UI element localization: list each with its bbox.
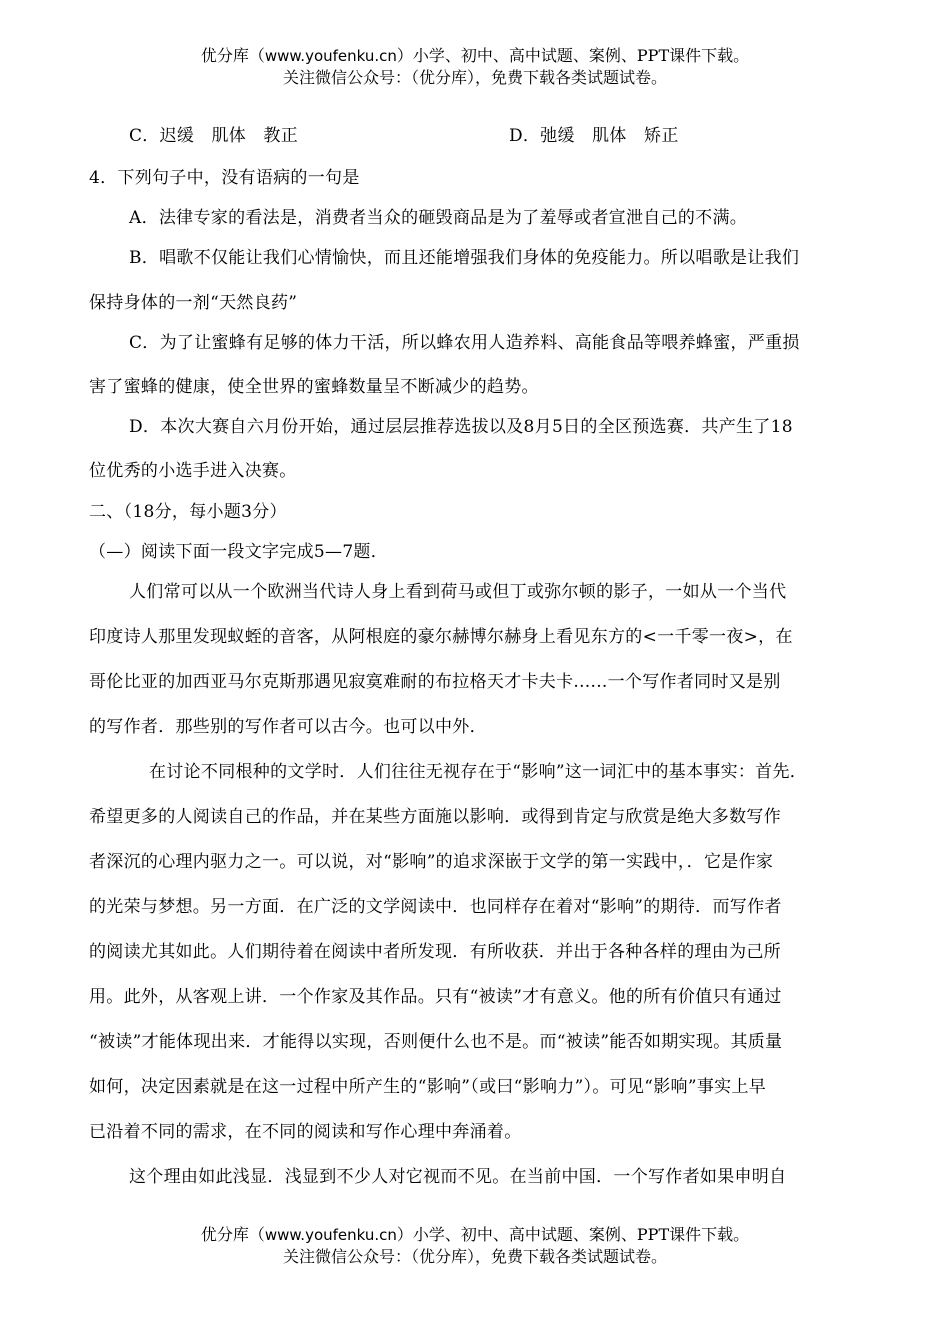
page-header (0, 45, 950, 88)
q4-option-c-line-2: 害了蜜蜂的健康，使全世界的蜜蜂数量呈不断减少的趋势。 (89, 377, 539, 397)
section-2-subtitle: （—）阅读下面一段文字完成5—7题． (89, 542, 389, 562)
section-2-title: 二、（18分，每小题3分） (89, 502, 287, 522)
footer-line-1: 优分库（www.youfenku.cn）小学、初中、高中试题、案例、PPT课件下载。 (200, 1225, 750, 1244)
q4-option-a: A．法律专家的看法是，消费者当众的砸毁商品是为了羞辱或者宣泄自己的不满。 (129, 208, 748, 228)
q4-option-b-line-2: 保持身体的一剂“天然良药” (89, 293, 298, 313)
passage-p2-line-8: 如何，决定因素就是在这一过程中所产生的“影响”（或曰“影响力”）。可见“影响”事实上早 (89, 1077, 767, 1097)
q4-stem: 4．下列句子中，没有语病的一句是 (89, 168, 360, 188)
q4-option-d-line-1: D．本次大赛自六月份开始，通过层层推荐选拔以及8月5日的全区预选赛．共产生了18 (129, 417, 793, 437)
passage-p2-line-6: 用。此外，从客观上讲．一个作家及其作品。只有“被读”才有意义。他的所有价值只有通过 (89, 987, 782, 1007)
page-footer (0, 1224, 950, 1267)
passage-p2-line-9: 已沿着不同的需求，在不同的阅读和写作心理中奔涌着。 (89, 1122, 522, 1142)
passage-p2-line-4: 的光荣与梦想。另一方面．在广泛的文学阅读中．也同样存在着对“影响”的期待．而写作者 (89, 897, 782, 917)
passage-p2-line-7: “被读”才能体现出来．才能得以实现，否则便什么也不是。而“被读”能否如期实现。其质量 (89, 1032, 783, 1052)
q4-option-c-line-1: C．为了让蜜蜂有足够的体力干活，所以蜂农用人造养料、高能食品等喂养蜂蜜，严重损 (129, 333, 800, 353)
footer-line-2: 关注微信公众号：（优分库），免费下载各类试题试卷。 (282, 1247, 667, 1266)
q3-option-d: D．弛缓 肌体 矫正 (509, 126, 679, 146)
passage-p1-line-4: 的写作者．那些别的写作者可以古今。也可以中外． (89, 717, 487, 737)
passage-p3-line-1: 这个理由如此浅显．浅显到不少人对它视而不见。在当前中国．一个写作者如果申明自 (129, 1167, 787, 1187)
header-line-1: 优分库（www.youfenku.cn）小学、初中、高中试题、案例、PPT课件下载。 (200, 46, 750, 65)
passage-p2-line-2: 希望更多的人阅读自己的作品，并在某些方面施以影响．或得到肯定与欣赏是绝大多数写作 (89, 807, 781, 827)
passage-p2-line-5: 的阅读尤其如此。人们期待着在阅读中者所发现．有所收获．并出于各种各样的理由为己所 (89, 942, 781, 962)
q3-option-c: C．迟缓 肌体 教正 (129, 126, 299, 146)
passage-p1-line-3: 哥伦比亚的加西亚马尔克斯那遇见寂寞难耐的布拉格天才卡夫卡......一个写作者同时又是别 (89, 672, 781, 692)
passage-p1-line-2: 印度诗人那里发现蚁蛭的音客，从阿根庭的豪尔赫博尔赫身上看见东方的<一千零一夜>，在 (89, 627, 793, 647)
q4-option-d-line-2: 位优秀的小选手进入决赛。 (89, 461, 297, 481)
header-line-2: 关注微信公众号：（优分库），免费下载各类试题试卷。 (282, 68, 667, 87)
passage-p2-line-1: 在讨论不同根种的文学时．人们往往无视存在于“影响”这一词汇中的基本事实：首先． (149, 762, 808, 782)
passage-p2-line-3: 者深沉的心理内驱力之一。可以说，对“影响”的追求深嵌于文学的第一实践中，．它是作家 (89, 852, 774, 872)
header-url: www.youfenku.cn (264, 47, 397, 65)
footer-url: www.youfenku.cn (264, 1226, 397, 1244)
q4-option-b-line-1: B．唱歌不仅能让我们心情愉快，而且还能增强我们身体的免疫能力。所以唱歌是让我们 (129, 248, 800, 268)
passage-p1-line-1: 人们常可以从一个欧洲当代诗人身上看到荷马或但丁或弥尔顿的影子，一如从一个当代 (129, 582, 787, 602)
